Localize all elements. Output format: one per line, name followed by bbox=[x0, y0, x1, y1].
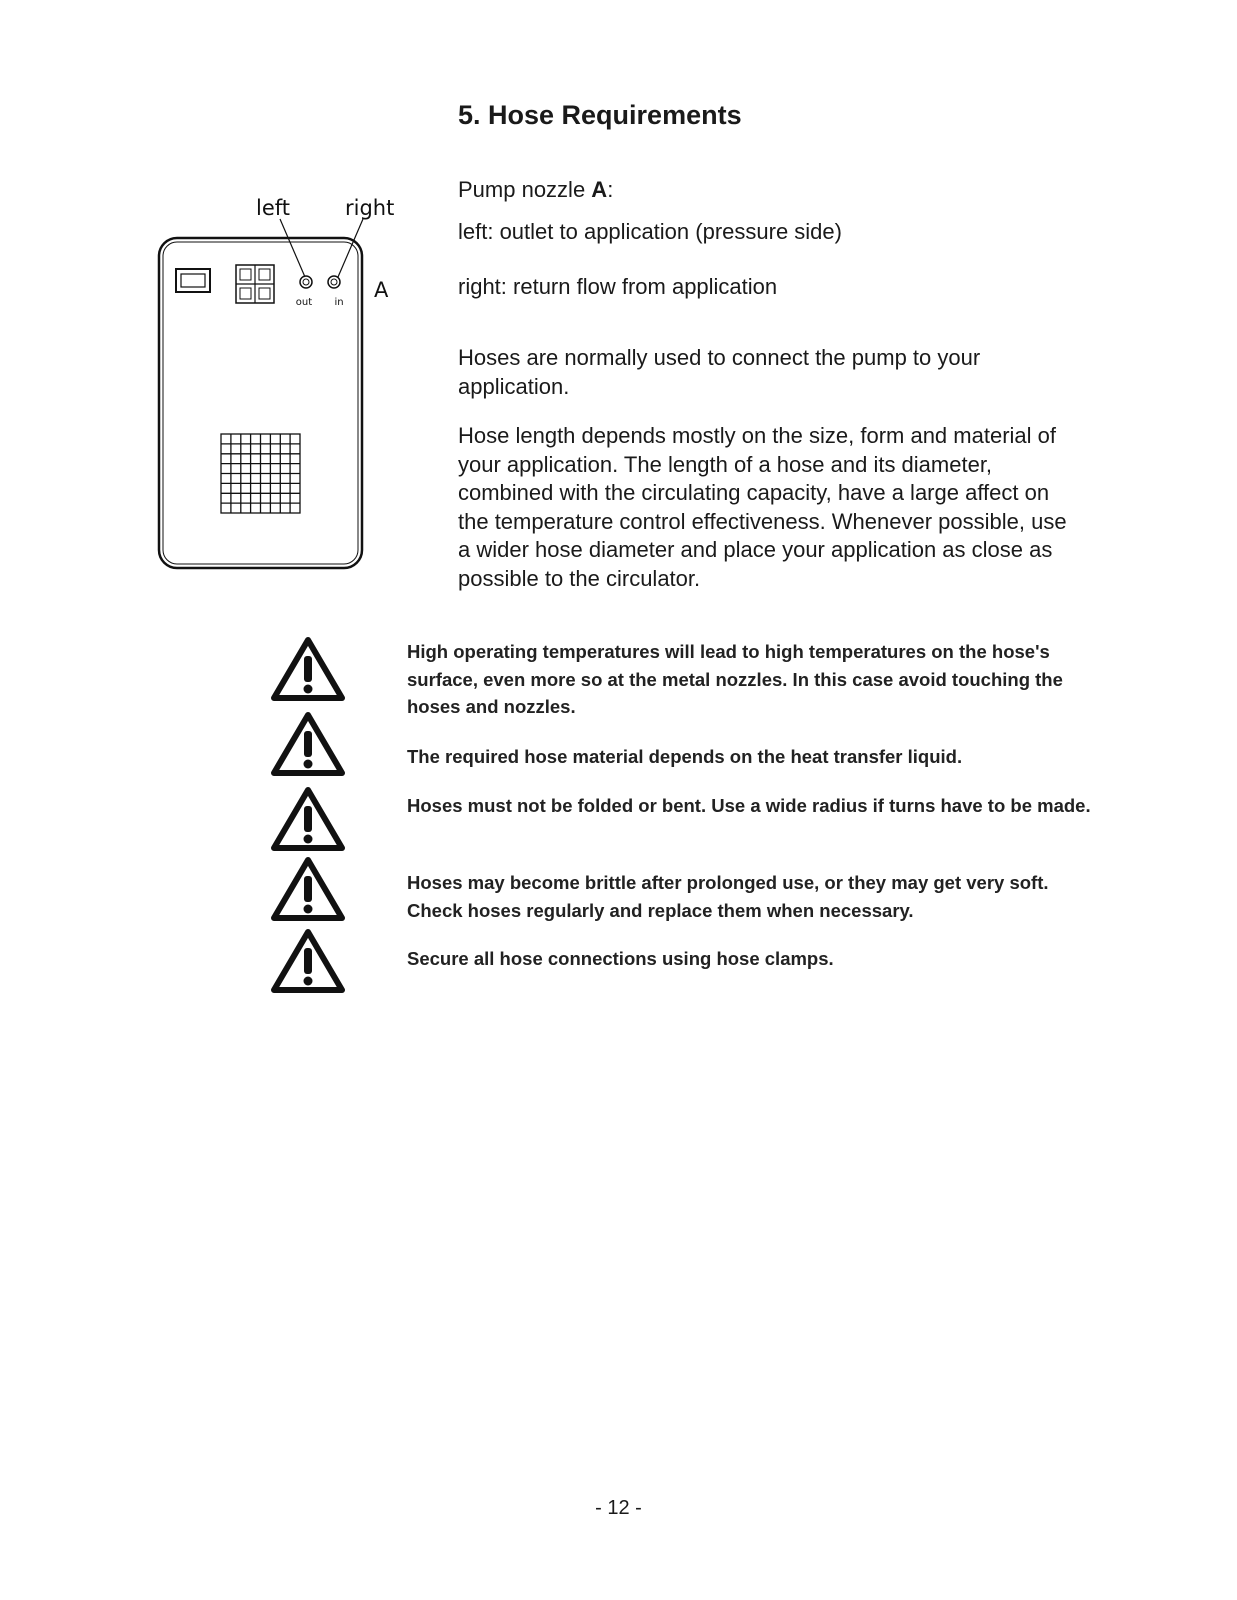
paragraph: Hose length depends mostly on the size, form and material of your application. The length of a hose and its diameter, combined with the circulating capacity, have a large affect on the temperature control effectiveness. Whenever possible, use a wider hose diameter and place your application as close as possible to the circulator. bbox=[458, 423, 1067, 591]
warning-triangle-icon bbox=[270, 711, 346, 777]
section-title: 5. Hose Requirements bbox=[458, 100, 742, 130]
label-right: right bbox=[345, 196, 395, 220]
warning-text: The required hose material depends on the heat transfer liquid. bbox=[407, 746, 963, 767]
warning-text: High operating temperatures will lead to high temperatures on the hose's surface, even more so at the metal nozzles. In this case avoid touching the hoses and nozzles. bbox=[407, 641, 1063, 717]
page-number: - 12 - bbox=[595, 1497, 642, 1519]
label-out: out bbox=[295, 297, 313, 308]
paragraph: Hoses are normally used to connect the pump to your application. bbox=[458, 345, 981, 399]
warning-text: Secure all hose connections using hose clamps. bbox=[407, 948, 834, 969]
warning-triangle-icon bbox=[270, 856, 346, 922]
label-left: left bbox=[256, 196, 291, 220]
warning-triangle-icon bbox=[270, 636, 346, 702]
vent-grille bbox=[221, 434, 300, 513]
pump-diagram bbox=[150, 185, 400, 580]
nozzle-right-desc: right: return flow from application bbox=[458, 274, 778, 299]
label-a: A bbox=[374, 278, 389, 302]
warning-text: Hoses must not be folded or bent. Use a wide radius if turns have to be made. bbox=[407, 795, 1091, 816]
nozzle-intro: Pump nozzle A: bbox=[458, 177, 614, 202]
warning-text: Hoses may become brittle after prolonged use, or they may get very soft. Check hoses regularly and replace them when necessary. bbox=[407, 872, 1049, 921]
warning-triangle-icon bbox=[270, 928, 346, 994]
warning-triangle-icon bbox=[270, 786, 346, 852]
nozzle-left-desc: left: outlet to application (pressure side) bbox=[458, 219, 842, 244]
label-in: in bbox=[334, 297, 344, 308]
